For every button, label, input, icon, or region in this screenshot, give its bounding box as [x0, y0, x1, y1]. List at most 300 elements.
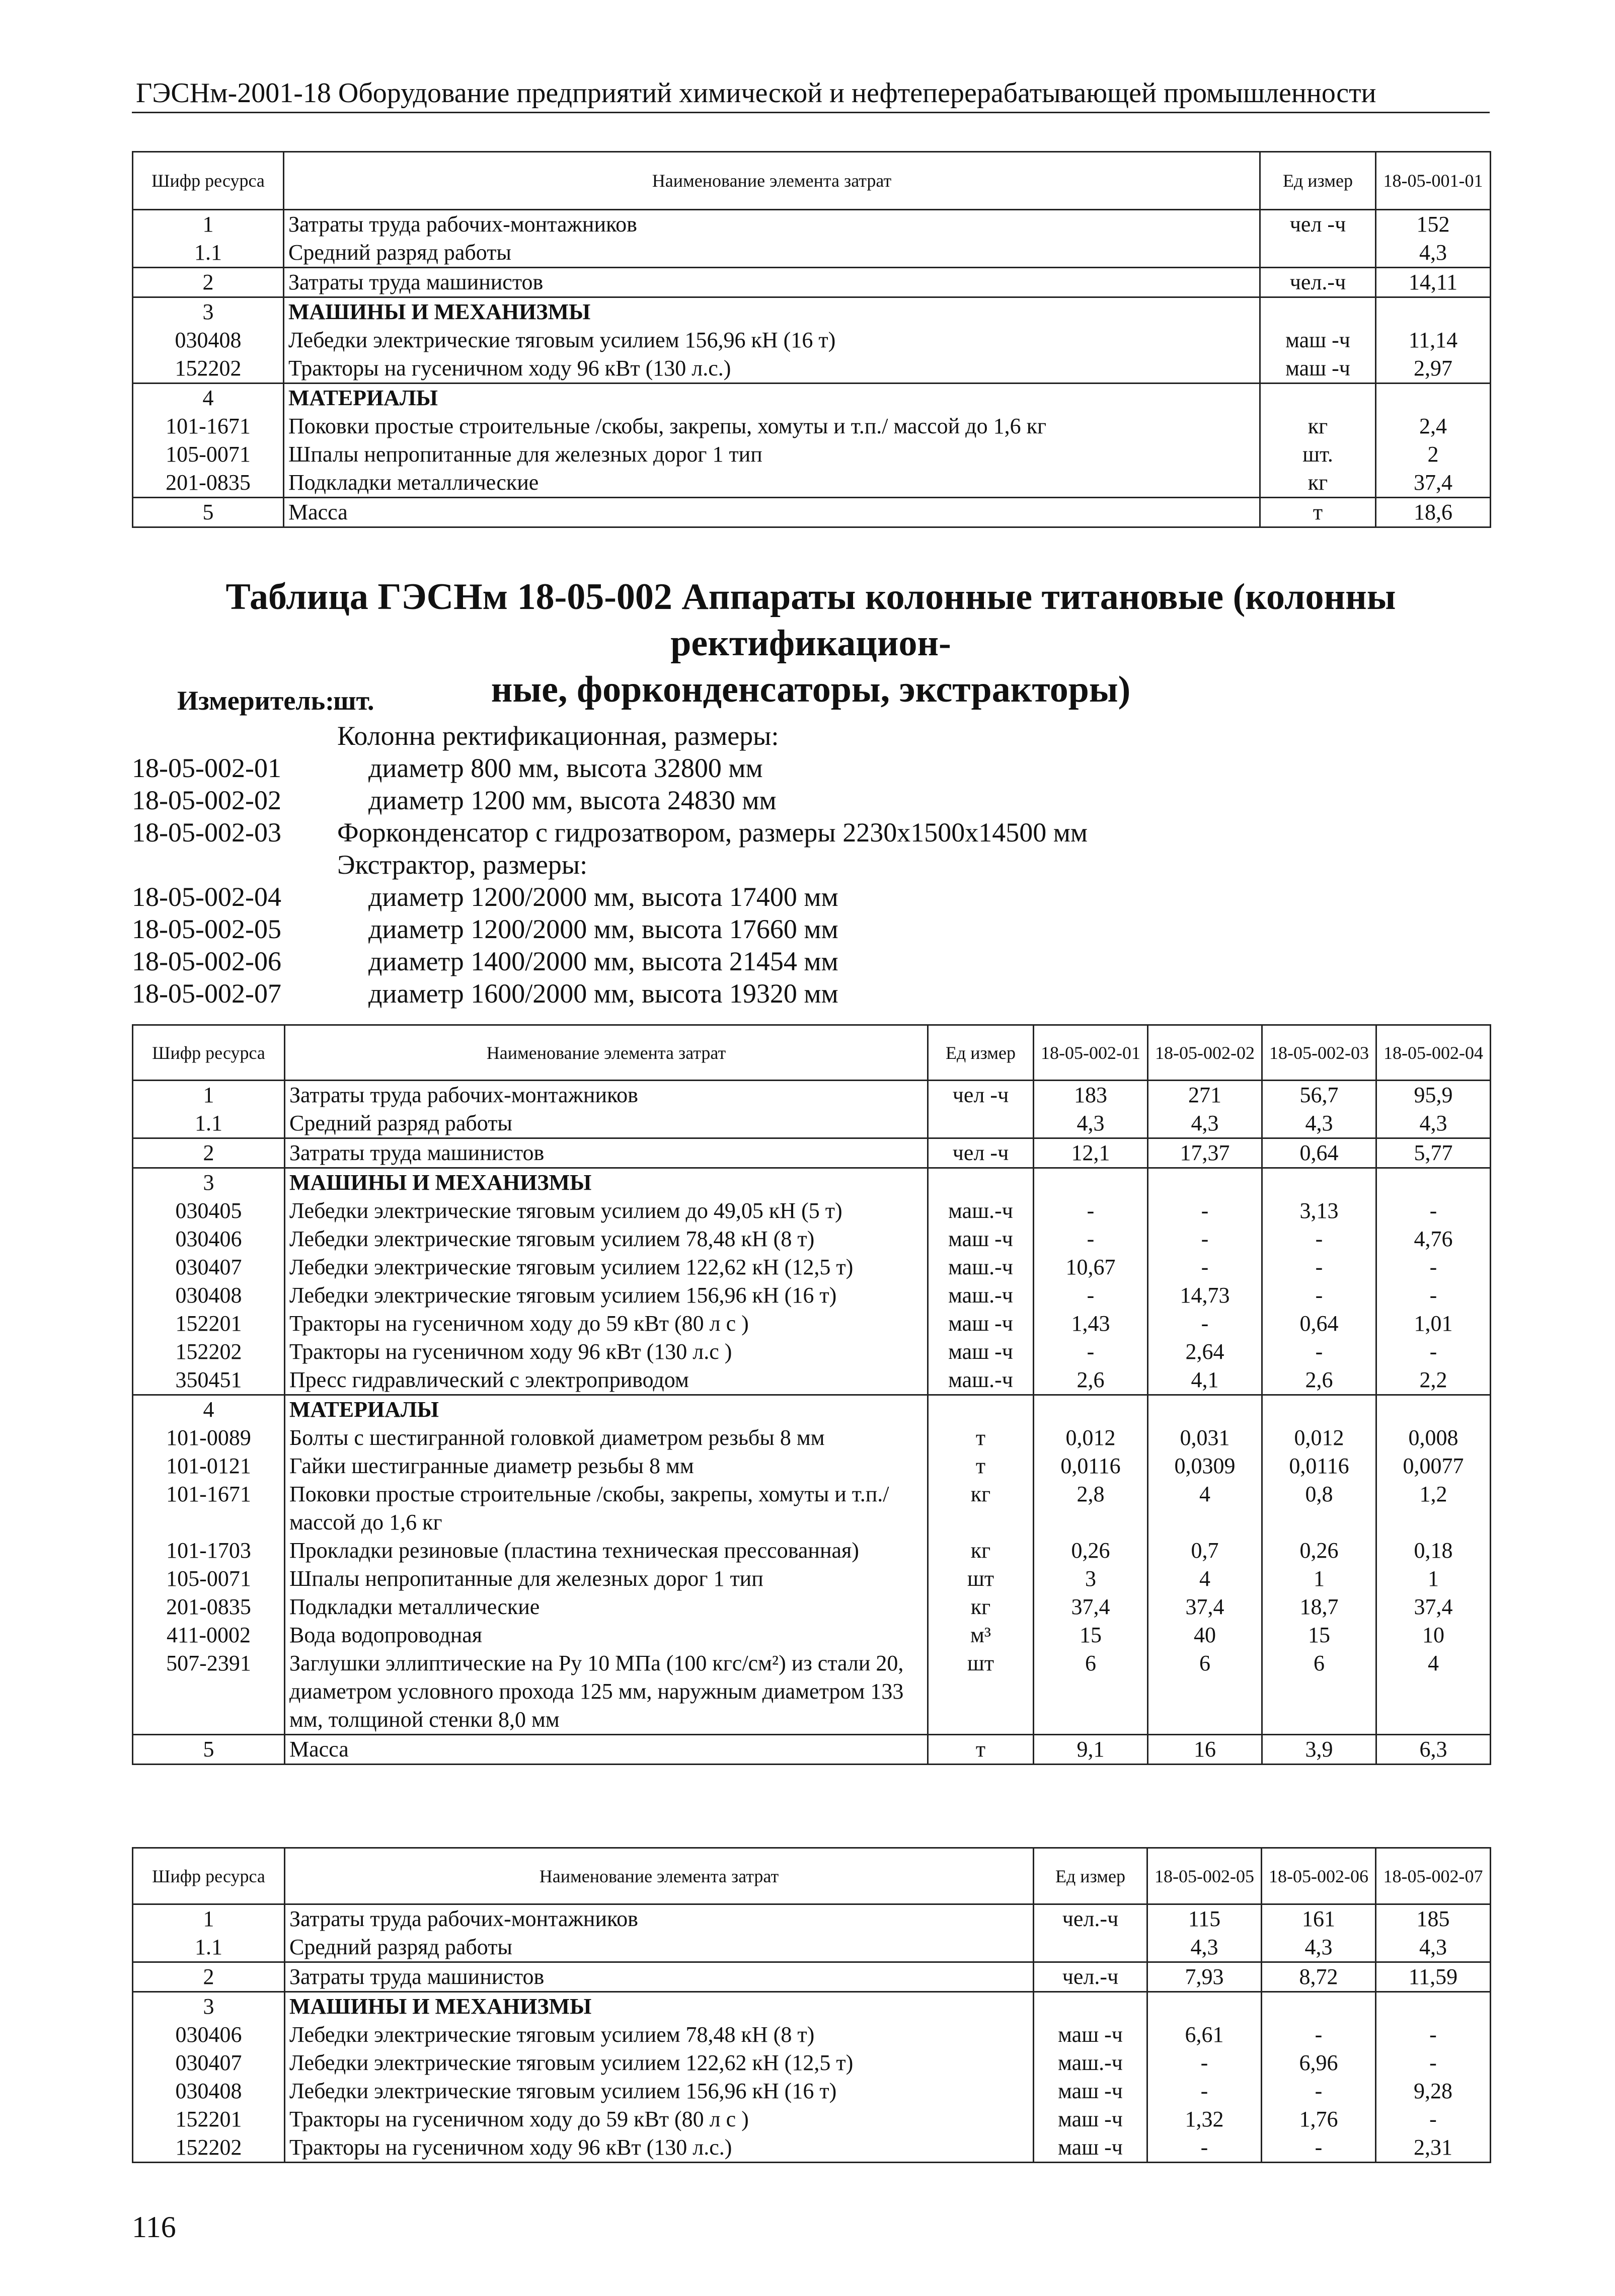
resource-value: 12,1: [1034, 1138, 1148, 1168]
resource-value: 185: [1376, 1904, 1491, 1934]
table-title-line-2: ные, форконденсаторы, экстракторы): [491, 669, 1131, 710]
table-row: [133, 1452, 1491, 1480]
resource-value: 14,73: [1148, 1281, 1262, 1310]
resource-value: 1,01: [1376, 1310, 1491, 1338]
resource-name: Лебедки электрические тяговым усилием 122,62 кН (12,5 т): [285, 1253, 928, 1281]
resource-value: -: [1034, 1225, 1148, 1253]
resource-value: -: [1147, 2133, 1262, 2163]
resource-value: -: [1376, 1338, 1491, 1366]
resource-name: Тракторы на гусеничном ходу 96 кВт (130 л.с.): [284, 354, 1260, 384]
resource-value: 7,93: [1147, 1962, 1262, 1992]
resource-unit: маш.-ч: [928, 1197, 1034, 1225]
meter-line-code: 18-05-002-03: [132, 817, 281, 848]
resource-value: 4: [1148, 1565, 1262, 1593]
resource-name: Лебедки электрические тяговым усилием 78,48 кН (8 т): [285, 1225, 928, 1253]
resource-value: -: [1034, 1281, 1148, 1310]
resource-name: МАТЕРИАЛЫ: [284, 384, 1260, 413]
resource-code: 152201: [133, 1310, 285, 1338]
resource-value: 0,0116: [1262, 1452, 1376, 1480]
resource-name: Средний разряд работы: [284, 239, 1260, 268]
table-row: [133, 1962, 1491, 1992]
resource-unit: [1260, 297, 1376, 327]
resource-name: Лебедки электрические тяговым усилием 122,62 кН (12,5 т): [285, 2049, 1034, 2077]
resource-value: 6,61: [1147, 2021, 1262, 2049]
resource-value: 95,9: [1376, 1081, 1491, 1110]
resource-name: Масса: [284, 498, 1260, 527]
header-column-code: 18-05-002-07: [1376, 1848, 1491, 1904]
resource-value: -: [1262, 1253, 1376, 1281]
table-header-row: [133, 1025, 1491, 1081]
resource-value: [1147, 1992, 1262, 2021]
resource-code: 4: [133, 1395, 285, 1424]
meter-label: Измеритель:: [177, 685, 335, 716]
resource-code: 3: [133, 297, 284, 327]
meter-line-text: диаметр 1200 мм, высота 24830 мм: [368, 785, 777, 815]
table-row: [133, 469, 1491, 498]
table-row: [133, 1593, 1491, 1621]
table-row: [133, 1649, 1491, 1735]
resource-value: [1034, 1395, 1148, 1424]
resource-name: Лебедки электрические тяговым усилием 156,96 кН (16 т): [285, 2077, 1034, 2105]
resource-unit: [928, 1168, 1034, 1197]
resource-code: 411-0002: [133, 1621, 285, 1649]
resource-unit: чел.-ч: [1034, 1904, 1147, 1934]
resource-value: 0,7: [1148, 1537, 1262, 1565]
resource-value: 15: [1034, 1621, 1148, 1649]
resource-value: 6: [1262, 1649, 1376, 1735]
resource-value: 3,9: [1262, 1735, 1376, 1765]
resource-unit: т: [928, 1452, 1034, 1480]
table-row: [133, 1735, 1491, 1765]
resource-value: -: [1376, 1197, 1491, 1225]
resource-code: 2: [133, 1962, 285, 1992]
resource-name: Лебедки электрические тяговым усилием 156,96 кН (16 т): [284, 326, 1260, 354]
table-row: [133, 440, 1491, 469]
resource-value: 37,4: [1034, 1593, 1148, 1621]
resource-code: 1: [133, 210, 284, 239]
resource-unit: шт.: [1260, 440, 1376, 469]
resource-code: 105-0071: [133, 440, 284, 469]
table-row: [133, 326, 1491, 354]
resource-code: 1: [133, 1904, 285, 1934]
resource-value: 5,77: [1376, 1138, 1491, 1168]
resource-unit: маш -ч: [1260, 326, 1376, 354]
resource-value: 152: [1376, 210, 1491, 239]
resource-value: 15: [1262, 1621, 1376, 1649]
resource-value: 4,76: [1376, 1225, 1491, 1253]
resource-value: 4,3: [1376, 1933, 1491, 1962]
resource-code: 3: [133, 1168, 285, 1197]
resource-code: 1.1: [133, 1933, 285, 1962]
resource-unit: м³: [928, 1621, 1034, 1649]
resource-value: 0,26: [1034, 1537, 1148, 1565]
resource-value: 0,0116: [1034, 1452, 1148, 1480]
resource-code: 3: [133, 1992, 285, 2021]
table-row: [133, 210, 1491, 239]
resource-value: 1,76: [1262, 2105, 1376, 2133]
resource-name: Затраты труда рабочих-монтажников: [284, 210, 1260, 239]
resource-value: [1376, 1395, 1491, 1424]
header-rule: [132, 112, 1490, 113]
resource-value: [1376, 1992, 1491, 2021]
resource-code: 4: [133, 384, 284, 413]
resource-unit: чел -ч: [928, 1081, 1034, 1110]
table-row: [133, 1281, 1491, 1310]
resource-value: 0,0077: [1376, 1452, 1491, 1480]
table-row: [133, 1225, 1491, 1253]
resource-value: -: [1034, 1197, 1148, 1225]
resource-value: -: [1376, 1253, 1491, 1281]
resource-value: 9,1: [1034, 1735, 1148, 1765]
table-row: [133, 1537, 1491, 1565]
resource-value: 115: [1147, 1904, 1262, 1934]
resource-value: 6: [1034, 1649, 1148, 1735]
resource-unit: чел.-ч: [1260, 268, 1376, 297]
resource-name: Лебедки электрические тяговым усилием 78,48 кН (8 т): [285, 2021, 1034, 2049]
table-row: [133, 2105, 1491, 2133]
resource-value: 4,3: [1262, 1933, 1376, 1962]
page-number: 116: [132, 2210, 176, 2244]
resource-value: -: [1147, 2077, 1262, 2105]
resource-code: 030408: [133, 326, 284, 354]
resource-value: [1148, 1168, 1262, 1197]
resource-value: 2,6: [1034, 1366, 1148, 1395]
resource-code: 030406: [133, 2021, 285, 2049]
table-row: [133, 1480, 1491, 1537]
resource-unit: маш -ч: [1034, 2021, 1147, 2049]
resource-code: 152201: [133, 2105, 285, 2133]
meter-line-text: Экстрактор, размеры:: [337, 850, 588, 880]
resource-value: -: [1262, 1338, 1376, 1366]
resource-name: МАШИНЫ И МЕХАНИЗМЫ: [284, 297, 1260, 327]
resource-value: 9,28: [1376, 2077, 1491, 2105]
table-row: [133, 1138, 1491, 1168]
resource-value: 4,3: [1148, 1109, 1262, 1138]
resource-unit: маш.-ч: [928, 1253, 1034, 1281]
resource-value: 37,4: [1376, 469, 1491, 498]
resource-value: 18,6: [1376, 498, 1491, 527]
table-row: [133, 1168, 1491, 1197]
resource-unit: кг: [928, 1593, 1034, 1621]
resource-name: Средний разряд работы: [285, 1109, 928, 1138]
resource-value: 6: [1148, 1649, 1262, 1735]
resource-value: 4,3: [1034, 1109, 1148, 1138]
resource-table-001: [132, 151, 1491, 528]
header-column-code: 18-05-002-03: [1262, 1025, 1376, 1081]
resource-code: 1: [133, 1081, 285, 1110]
resource-code: 1.1: [133, 239, 284, 268]
header-code: Шифр ресурса: [133, 1848, 285, 1904]
header-name: Наименование элемента затрат: [284, 152, 1260, 210]
resource-unit: маш -ч: [928, 1310, 1034, 1338]
table-header-row: [133, 1848, 1491, 1904]
resource-value: 3,13: [1262, 1197, 1376, 1225]
resource-name: Тракторы на гусеничном ходу до 59 кВт (80 л с ): [285, 1310, 928, 1338]
resource-value: [1376, 297, 1491, 327]
resource-value: [1376, 384, 1491, 413]
resource-value: 2,8: [1034, 1480, 1148, 1537]
resource-name: Прокладки резиновые (пластина техническая прессованная): [285, 1537, 928, 1565]
resource-name: Заглушки эллиптические на Ру 10 МПа (100 кгс/см²) из стали 20, диаметром условного прохода 125 мм, наружным диаметром 133 мм, толщиной стенки 8,0 мм: [285, 1649, 928, 1735]
resource-value: -: [1148, 1253, 1262, 1281]
resource-value: 4,3: [1262, 1109, 1376, 1138]
resource-value: 0,26: [1262, 1537, 1376, 1565]
header-column-code: 18-05-002-06: [1262, 1848, 1376, 1904]
table-row: [133, 2077, 1491, 2105]
resource-code: 030407: [133, 2049, 285, 2077]
resource-name: МАШИНЫ И МЕХАНИЗМЫ: [285, 1168, 928, 1197]
resource-value: 18,7: [1262, 1593, 1376, 1621]
resource-unit: маш -ч: [1260, 354, 1376, 384]
resource-unit: маш -ч: [928, 1338, 1034, 1366]
resource-value: -: [1262, 2133, 1376, 2163]
resource-name: Тракторы на гусеничном ходу 96 кВт (130 л.с.): [285, 2133, 1034, 2163]
header-name: Наименование элемента затрат: [285, 1848, 1034, 1904]
resource-code: 030405: [133, 1197, 285, 1225]
resource-value: -: [1376, 2021, 1491, 2049]
resource-value: -: [1148, 1310, 1262, 1338]
resource-unit: маш.-ч: [928, 1366, 1034, 1395]
resource-value: 0,008: [1376, 1424, 1491, 1452]
resource-name: Тракторы на гусеничном ходу 96 кВт (130 л.с ): [285, 1338, 928, 1366]
resource-value: 14,11: [1376, 268, 1491, 297]
resource-name: Затраты труда машинистов: [285, 1962, 1034, 1992]
resource-value: [1262, 1395, 1376, 1424]
table-row: [133, 498, 1491, 527]
resource-name: Лебедки электрические тяговым усилием до 49,05 кН (5 т): [285, 1197, 928, 1225]
resource-code: 101-1671: [133, 1480, 285, 1537]
resource-name: Затраты труда рабочих-монтажников: [285, 1904, 1034, 1934]
resource-value: 0,64: [1262, 1138, 1376, 1168]
resource-value: 1: [1376, 1565, 1491, 1593]
table-row: [133, 1366, 1491, 1395]
resource-value: 6,3: [1376, 1735, 1491, 1765]
header-column-code: 18-05-002-05: [1147, 1848, 1262, 1904]
resource-code: 350451: [133, 1366, 285, 1395]
resource-value: 0,64: [1262, 1310, 1376, 1338]
table-row: [133, 1424, 1491, 1452]
header-column-code: 18-05-001-01: [1376, 152, 1491, 210]
resource-unit: [1034, 1992, 1147, 2021]
resource-unit: маш -ч: [1034, 2077, 1147, 2105]
meter-line-text: Форконденсатор с гидрозатвором, размеры 2230х1500х14500 мм: [337, 817, 1088, 848]
resource-value: -: [1376, 1281, 1491, 1310]
resource-name: Поковки простые строительные /скобы, закрепы, хомуты и т.п./ массой до 1,6 кг: [284, 412, 1260, 440]
resource-code: 5: [133, 498, 284, 527]
resource-table-002-b: [132, 1847, 1491, 2163]
resource-name: Пресс гидравлический с электроприводом: [285, 1366, 928, 1395]
table-row: [133, 1621, 1491, 1649]
resource-value: [1376, 1168, 1491, 1197]
resource-name: Подкладки металлические: [284, 469, 1260, 498]
resource-value: 40: [1148, 1621, 1262, 1649]
resource-code: 101-1703: [133, 1537, 285, 1565]
table-row: [133, 2133, 1491, 2163]
header-column-code: 18-05-002-02: [1148, 1025, 1262, 1081]
resource-value: -: [1262, 1225, 1376, 1253]
resource-value: 37,4: [1148, 1593, 1262, 1621]
resource-unit: чел -ч: [928, 1138, 1034, 1168]
resource-value: 4,3: [1376, 239, 1491, 268]
table-row: [133, 268, 1491, 297]
resource-value: 56,7: [1262, 1081, 1376, 1110]
resource-value: 4,3: [1147, 1933, 1262, 1962]
resource-unit: маш.-ч: [1034, 2049, 1147, 2077]
table-row: [133, 1992, 1491, 2021]
table-header-row: [133, 152, 1491, 210]
resource-value: 11,14: [1376, 326, 1491, 354]
table-row: [133, 297, 1491, 327]
resource-value: 10,67: [1034, 1253, 1148, 1281]
resource-unit: чел.-ч: [1034, 1962, 1147, 1992]
table-row: [133, 1904, 1491, 1934]
table-row: [133, 1395, 1491, 1424]
resource-name: Шпалы непропитанные для железных дорог 1 тип: [284, 440, 1260, 469]
resource-value: 17,37: [1148, 1138, 1262, 1168]
resource-unit: маш -ч: [928, 1225, 1034, 1253]
resource-code: 2: [133, 1138, 285, 1168]
meter-line-code: 18-05-002-01: [132, 753, 281, 783]
resource-code: 105-0071: [133, 1565, 285, 1593]
resource-value: -: [1376, 2049, 1491, 2077]
table-row: [133, 1310, 1491, 1338]
resource-value: 0,012: [1034, 1424, 1148, 1452]
meter-line-text: диаметр 1600/2000 мм, высота 19320 мм: [368, 978, 838, 1009]
resource-name: Средний разряд работы: [285, 1933, 1034, 1962]
resource-code: 030408: [133, 2077, 285, 2105]
resource-value: -: [1034, 1338, 1148, 1366]
resource-name: Вода водопроводная: [285, 1621, 928, 1649]
resource-value: 0,0309: [1148, 1452, 1262, 1480]
resource-unit: шт: [928, 1565, 1034, 1593]
meter-line-code: 18-05-002-07: [132, 978, 281, 1009]
resource-value: -: [1262, 2021, 1376, 2049]
resource-value: 2,6: [1262, 1366, 1376, 1395]
meter-line-code: 18-05-002-06: [132, 946, 281, 976]
resource-code: 1.1: [133, 1109, 285, 1138]
header-code: Шифр ресурса: [133, 1025, 285, 1081]
resource-value: 6,96: [1262, 2049, 1376, 2077]
resource-value: -: [1262, 1281, 1376, 1310]
resource-name: Затраты труда рабочих-монтажников: [285, 1081, 928, 1110]
resource-name: Затраты труда машинистов: [285, 1138, 928, 1168]
resource-value: 11,59: [1376, 1962, 1491, 1992]
resource-unit: маш.-ч: [928, 1281, 1034, 1310]
resource-name: Гайки шестигранные диаметр резьбы 8 мм: [285, 1452, 928, 1480]
table-row: [133, 1081, 1491, 1110]
table-row: [133, 1933, 1491, 1962]
resource-name: Затраты труда машинистов: [284, 268, 1260, 297]
resource-value: -: [1148, 1197, 1262, 1225]
table-row: [133, 384, 1491, 413]
resource-unit: [1260, 239, 1376, 268]
resource-value: -: [1262, 2077, 1376, 2105]
table-row: [133, 1109, 1491, 1138]
resource-code: 101-0121: [133, 1452, 285, 1480]
resource-value: 16: [1148, 1735, 1262, 1765]
resource-unit: кг: [928, 1480, 1034, 1537]
resource-value: -: [1147, 2049, 1262, 2077]
header-column-code: 18-05-002-01: [1034, 1025, 1148, 1081]
resource-code: 030407: [133, 1253, 285, 1281]
resource-value: 4: [1376, 1649, 1491, 1735]
resource-name: Лебедки электрические тяговым усилием 156,96 кН (16 т): [285, 1281, 928, 1310]
resource-value: 10: [1376, 1621, 1491, 1649]
resource-name: Шпалы непропитанные для железных дорог 1 тип: [285, 1565, 928, 1593]
resource-code: 507-2391: [133, 1649, 285, 1735]
meter-line-text: диаметр 1200/2000 мм, высота 17660 мм: [368, 914, 838, 944]
header-unit: Ед измер: [1034, 1848, 1147, 1904]
resource-unit: маш -ч: [1034, 2105, 1147, 2133]
resource-value: 0,031: [1148, 1424, 1262, 1452]
resource-unit: [928, 1395, 1034, 1424]
resource-name: МАТЕРИАЛЫ: [285, 1395, 928, 1424]
running-header: ГЭСНм-2001-18 Оборудование предприятий химической и нефтеперерабатывающей промышленности: [136, 78, 1376, 109]
resource-code: 030408: [133, 1281, 285, 1310]
resource-code: 5: [133, 1735, 285, 1765]
resource-code: 152202: [133, 2133, 285, 2163]
resource-name: МАШИНЫ И МЕХАНИЗМЫ: [285, 1992, 1034, 2021]
table-row: [133, 1565, 1491, 1593]
resource-value: 0,8: [1262, 1480, 1376, 1537]
resource-name: Поковки простые строительные /скобы, закрепы, хомуты и т.п./ массой до 1,6 кг: [285, 1480, 928, 1537]
header-column-code: 18-05-002-04: [1376, 1025, 1491, 1081]
resource-value: 3: [1034, 1565, 1148, 1593]
table-row: [133, 1253, 1491, 1281]
resource-value: 2,2: [1376, 1366, 1491, 1395]
meter-line-text: диаметр 1200/2000 мм, высота 17400 мм: [368, 882, 838, 912]
resource-name: Тракторы на гусеничном ходу до 59 кВт (80 л с ): [285, 2105, 1034, 2133]
resource-value: 2,31: [1376, 2133, 1491, 2163]
resource-value: 183: [1034, 1081, 1148, 1110]
header-code: Шифр ресурса: [133, 152, 284, 210]
resource-name: Подкладки металлические: [285, 1593, 928, 1621]
resource-code: 101-1671: [133, 412, 284, 440]
resource-value: 2,4: [1376, 412, 1491, 440]
table-row: [133, 1197, 1491, 1225]
meter-line-code: 18-05-002-05: [132, 914, 281, 944]
resource-value: 0,18: [1376, 1537, 1491, 1565]
resource-unit: [1034, 1933, 1147, 1962]
table-row: [133, 354, 1491, 384]
resource-value: 0,012: [1262, 1424, 1376, 1452]
resource-unit: [928, 1109, 1034, 1138]
resource-value: 4,3: [1376, 1109, 1491, 1138]
resource-unit: кг: [928, 1537, 1034, 1565]
resource-code: 101-0089: [133, 1424, 285, 1452]
resource-table-002-a: [132, 1024, 1491, 1765]
resource-code: 152202: [133, 354, 284, 384]
resource-value: [1262, 1992, 1376, 2021]
resource-value: 37,4: [1376, 1593, 1491, 1621]
resource-unit: [1260, 384, 1376, 413]
resource-value: [1148, 1395, 1262, 1424]
table-row: [133, 239, 1491, 268]
table-row: [133, 1338, 1491, 1366]
resource-unit: т: [1260, 498, 1376, 527]
resource-value: 1: [1262, 1565, 1376, 1593]
resource-value: 1,43: [1034, 1310, 1148, 1338]
resource-value: 2,64: [1148, 1338, 1262, 1366]
table-row: [133, 2049, 1491, 2077]
resource-unit: т: [928, 1424, 1034, 1452]
meter-value: шт.: [333, 685, 374, 716]
table-title-line-1: Таблица ГЭСНм 18-05-002 Аппараты колонные титановые (колонны ректификацион-: [225, 576, 1396, 664]
resource-value: [1262, 1168, 1376, 1197]
resource-unit: чел -ч: [1260, 210, 1376, 239]
resource-value: 1,32: [1147, 2105, 1262, 2133]
resource-unit: т: [928, 1735, 1034, 1765]
